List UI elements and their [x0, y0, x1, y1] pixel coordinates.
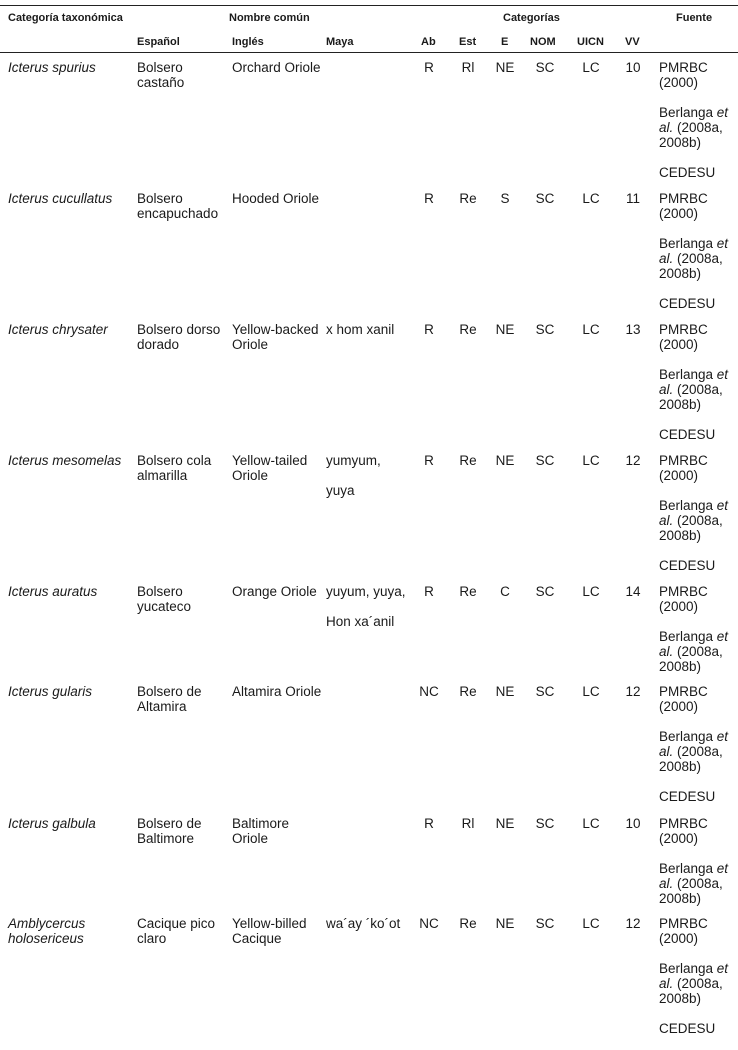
taxon-name: Icterus auratus: [8, 584, 98, 599]
source-berlanga: Berlanga et al. (2008a, 2008b): [659, 105, 729, 150]
english-name: Yellow-tailed Oriole: [232, 453, 308, 483]
maya-name: [326, 453, 414, 498]
source-cedesu: CEDESU: [659, 165, 716, 180]
spanish-name: Bolsero cola almarilla: [137, 453, 212, 483]
header-e: E: [501, 36, 509, 48]
source-berlanga: Berlanga et al. (2008a, 2008b): [659, 629, 729, 674]
uicn-code: LC: [582, 453, 600, 468]
taxon-name: Icterus mesomelas: [8, 453, 122, 468]
source-pmrbc: PMRBC (2000): [659, 816, 708, 846]
source-cell: [659, 191, 735, 311]
taxon-name: Icterus gularis: [8, 684, 93, 699]
maya-name: [326, 584, 414, 629]
maya-name-line: x hom xanil: [326, 322, 395, 337]
header-nom: NOM: [530, 36, 556, 48]
nom-code: SC: [535, 684, 555, 699]
vv-value: 10: [625, 60, 641, 75]
header-taxon: Categoría taxonómica: [8, 12, 123, 24]
header-rule: [0, 52, 738, 53]
source-pmrbc: PMRBC (2000): [659, 191, 708, 221]
top-rule: [0, 5, 738, 6]
source-cedesu: CEDESU: [659, 1021, 716, 1036]
abundance-code: NC: [419, 684, 439, 699]
english-name: Yellow-backed Oriole: [232, 322, 319, 352]
vv-value: 10: [625, 816, 641, 831]
vv-value: 13: [625, 322, 641, 337]
maya-name-line: yumyum,: [326, 453, 381, 468]
nom-code: SC: [535, 60, 555, 75]
abundance-code: R: [424, 816, 434, 831]
spanish-name: Bolsero dorso dorado: [137, 322, 221, 352]
abundance-code: R: [424, 322, 434, 337]
maya-name-line: yuya: [326, 483, 355, 498]
endemism-code: C: [500, 584, 510, 599]
nom-code: SC: [535, 584, 555, 599]
header-ingles: Inglés: [232, 36, 264, 48]
source-berlanga: Berlanga et al. (2008a, 2008b): [659, 861, 729, 906]
status-code: Re: [459, 191, 477, 206]
uicn-code: LC: [582, 191, 600, 206]
source-berlanga: Berlanga et al. (2008a, 2008b): [659, 236, 729, 281]
english-name: Orange Oriole: [232, 584, 317, 599]
source-cell: [659, 816, 735, 906]
taxon-name: Icterus spurius: [8, 60, 96, 75]
source-cell: [659, 916, 735, 1036]
uicn-code: LC: [582, 322, 600, 337]
source-berlanga: Berlanga et al. (2008a, 2008b): [659, 961, 729, 1006]
nom-code: SC: [535, 453, 555, 468]
header-maya: Maya: [326, 36, 354, 48]
header-espanol: Español: [137, 36, 180, 48]
english-name: Hooded Oriole: [232, 191, 320, 206]
header-source: Fuente: [676, 12, 713, 24]
source-cedesu: CEDESU: [659, 427, 716, 442]
source-pmrbc: PMRBC (2000): [659, 684, 708, 714]
header-ab: Ab: [421, 36, 436, 48]
source-cell: [659, 684, 735, 804]
abundance-code: R: [424, 60, 434, 75]
status-code: Re: [459, 453, 477, 468]
status-code: Rl: [461, 60, 475, 75]
uicn-code: LC: [582, 684, 600, 699]
maya-name-line: yuyum, yuya,: [326, 584, 406, 599]
source-cedesu: CEDESU: [659, 558, 716, 573]
taxon-name: Icterus chrysater: [8, 322, 108, 337]
spanish-name: Bolsero yucateco: [137, 584, 192, 614]
vv-value: 11: [625, 191, 640, 206]
header-common-name: Nombre común: [229, 12, 310, 24]
header-uicn: UICN: [577, 36, 604, 48]
status-code: Re: [459, 322, 477, 337]
status-code: Rl: [461, 816, 475, 831]
endemism-code: NE: [495, 322, 515, 337]
abundance-code: R: [424, 453, 434, 468]
source-berlanga: Berlanga et al. (2008a, 2008b): [659, 367, 729, 412]
taxon-name: Icterus cucullatus: [8, 191, 113, 206]
taxon-name: Icterus galbula: [8, 816, 96, 831]
maya-name: [326, 322, 414, 337]
maya-name-line: wa´ay ´ko´ot: [326, 916, 401, 931]
uicn-code: LC: [582, 916, 600, 931]
source-berlanga: Berlanga et al. (2008a, 2008b): [659, 729, 729, 774]
source-cedesu: CEDESU: [659, 789, 716, 804]
status-code: Re: [459, 584, 477, 599]
nom-code: SC: [535, 816, 555, 831]
source-cell: [659, 322, 735, 442]
abundance-code: R: [424, 191, 434, 206]
source-pmrbc: PMRBC (2000): [659, 60, 708, 90]
uicn-code: LC: [582, 60, 600, 75]
nom-code: SC: [535, 322, 555, 337]
source-berlanga: Berlanga et al. (2008a, 2008b): [659, 498, 729, 543]
endemism-code: NE: [495, 816, 515, 831]
endemism-code: NE: [495, 453, 515, 468]
nom-code: SC: [535, 916, 555, 931]
english-name: Baltimore Oriole: [232, 816, 290, 846]
vv-value: 12: [625, 684, 641, 699]
header-categories: Categorías: [503, 12, 560, 24]
abundance-code: R: [424, 584, 434, 599]
endemism-code: NE: [495, 684, 515, 699]
maya-name: [326, 916, 414, 931]
source-pmrbc: PMRBC (2000): [659, 916, 708, 946]
header-vv: VV: [625, 36, 640, 48]
uicn-code: LC: [582, 816, 600, 831]
vv-value: 12: [625, 916, 641, 931]
abundance-code: NC: [419, 916, 439, 931]
english-name: Orchard Oriole: [232, 60, 321, 75]
vv-value: 12: [625, 453, 641, 468]
status-code: Re: [459, 684, 477, 699]
uicn-code: LC: [582, 584, 600, 599]
english-name: Altamira Oriole: [232, 684, 322, 699]
source-pmrbc: PMRBC (2000): [659, 322, 708, 352]
endemism-code: NE: [495, 60, 515, 75]
endemism-code: NE: [495, 916, 515, 931]
spanish-name: Cacique pico claro: [137, 916, 216, 946]
source-pmrbc: PMRBC (2000): [659, 584, 708, 614]
taxon-name: Amblycercus holosericeus: [8, 916, 86, 946]
maya-name-line: Hon xa´anil: [326, 614, 395, 629]
source-pmrbc: PMRBC (2000): [659, 453, 708, 483]
spanish-name: Bolsero castaño: [137, 60, 185, 90]
spanish-name: Bolsero de Baltimore: [137, 816, 202, 846]
source-cell: [659, 453, 735, 573]
english-name: Yellow-billed Cacique: [232, 916, 307, 946]
source-cell: [659, 60, 735, 180]
nom-code: SC: [535, 191, 555, 206]
spanish-name: Bolsero de Altamira: [137, 684, 202, 714]
vv-value: 14: [625, 584, 641, 599]
spanish-name: Bolsero encapuchado: [137, 191, 219, 221]
endemism-code: S: [500, 191, 510, 206]
source-cedesu: CEDESU: [659, 296, 716, 311]
status-code: Re: [459, 916, 477, 931]
source-cell: [659, 584, 735, 674]
header-est: Est: [459, 36, 477, 48]
